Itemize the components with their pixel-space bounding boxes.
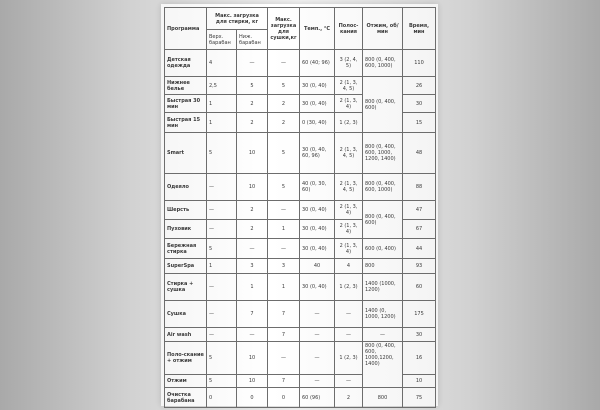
bottom-drum-load: —: [237, 328, 268, 342]
top-drum-load: —: [207, 220, 237, 239]
duration: 44: [403, 239, 436, 259]
spin-speed: 800 (0, 400, 600): [363, 201, 403, 239]
bottom-drum-load: 3: [237, 259, 268, 274]
spin-speed: 800 (0, 400, 600, 1000,1200, 1400): [363, 342, 403, 388]
top-drum-load: —: [207, 301, 237, 328]
rinse-count: 2 (1, 3, 4): [335, 239, 363, 259]
program-name: Стирка + сушка: [165, 274, 207, 301]
dry-load: —: [268, 50, 300, 77]
document-page: [161, 4, 438, 406]
dry-load: 1: [268, 220, 300, 239]
rinse-count: 1 (2, 3): [335, 342, 363, 375]
duration: 60: [403, 274, 436, 301]
header-max-dry: Макс. загрузка для сушки,кг: [268, 8, 300, 50]
temperature: 40: [300, 259, 335, 274]
duration: 16: [403, 342, 436, 375]
temperature: 30 (0, 40): [300, 220, 335, 239]
bottom-drum-load: 2: [237, 113, 268, 133]
spin-speed: 600 (0, 400): [363, 239, 403, 259]
table-row: [165, 201, 436, 220]
table-row: [165, 50, 436, 77]
program-name: Пуховик: [165, 220, 207, 239]
table-row: [165, 174, 436, 201]
top-drum-load: —: [207, 274, 237, 301]
table-row: [165, 274, 436, 301]
top-drum-load: 1: [207, 95, 237, 113]
program-name: Отжим: [165, 375, 207, 388]
dry-load: 5: [268, 77, 300, 95]
temperature: 0 (30, 40): [300, 113, 335, 133]
rinse-count: 2 (1, 3, 4, 5): [335, 133, 363, 174]
rinse-count: 2: [335, 388, 363, 408]
top-drum-load: 1: [207, 113, 237, 133]
duration: 48: [403, 133, 436, 174]
table-row: [165, 77, 436, 95]
program-name: Сушка: [165, 301, 207, 328]
dry-load: 1: [268, 274, 300, 301]
temperature: 30 (0, 40): [300, 77, 335, 95]
spin-speed: 1400 (0, 1000, 1200): [363, 301, 403, 328]
bottom-drum-load: 2: [237, 201, 268, 220]
rinse-count: 2 (1, 3, 4): [335, 95, 363, 113]
temperature: 30 (0, 40): [300, 201, 335, 220]
top-drum-load: 5: [207, 133, 237, 174]
duration: 175: [403, 301, 436, 328]
dry-load: 2: [268, 113, 300, 133]
duration: 26: [403, 77, 436, 95]
table-row: [165, 342, 436, 375]
program-name: Быстрая 30 мин: [165, 95, 207, 113]
temperature: 30 (0, 40, 60, 96): [300, 133, 335, 174]
bottom-drum-load: 2: [237, 95, 268, 113]
dry-load: 7: [268, 301, 300, 328]
header-max-wash: Макс. загрузка для стирки, кг: [207, 8, 268, 30]
header-temp: Темп., °С: [300, 8, 335, 50]
top-drum-load: 0: [207, 388, 237, 408]
bottom-drum-load: 2: [237, 220, 268, 239]
program-name: SuperSpa: [165, 259, 207, 274]
table-row: [165, 388, 436, 408]
duration: 88: [403, 174, 436, 201]
dry-load: —: [268, 201, 300, 220]
temperature: —: [300, 301, 335, 328]
top-drum-load: —: [207, 174, 237, 201]
program-name: Шерсть: [165, 201, 207, 220]
rinse-count: 1 (2, 3): [335, 274, 363, 301]
header-program: Программа: [165, 8, 207, 50]
temperature: —: [300, 328, 335, 342]
program-name: Smart: [165, 133, 207, 174]
rinse-count: —: [335, 375, 363, 388]
bottom-drum-load: 10: [237, 375, 268, 388]
table-row: [165, 133, 436, 174]
spin-speed: 800 (0, 400, 600, 1000, 1200, 1400): [363, 133, 403, 174]
spin-speed: 800: [363, 388, 403, 408]
duration: 30: [403, 95, 436, 113]
header-spin: Отжим, об/мин: [363, 8, 403, 50]
dry-load: 5: [268, 174, 300, 201]
header-time: Время, мин: [403, 8, 436, 50]
program-name: Одеяло: [165, 174, 207, 201]
dry-load: —: [268, 239, 300, 259]
top-drum-load: —: [207, 201, 237, 220]
program-name: Поло-скание + отжим: [165, 342, 207, 375]
rinse-count: 2 (1, 3, 4, 5): [335, 77, 363, 95]
header-bottom-drum: Ниж. барабан: [237, 30, 268, 50]
bottom-drum-load: 5: [237, 77, 268, 95]
bottom-drum-load: 1: [237, 274, 268, 301]
spin-speed: 1400 (1000, 1200): [363, 274, 403, 301]
top-drum-load: 5: [207, 375, 237, 388]
dry-load: 0: [268, 388, 300, 408]
spin-speed: —: [363, 328, 403, 342]
spin-speed: 800 (0, 400, 600, 1000): [363, 174, 403, 201]
header-top-drum: Верх. барабан: [207, 30, 237, 50]
program-name: Детская одежда: [165, 50, 207, 77]
bottom-drum-load: —: [237, 239, 268, 259]
duration: 30: [403, 328, 436, 342]
spin-speed: 800: [363, 259, 403, 274]
rinse-count: 3 (2, 4, 5): [335, 50, 363, 77]
dry-load: 2: [268, 95, 300, 113]
temperature: 60 (40; 96): [300, 50, 335, 77]
table-row: [165, 328, 436, 342]
header-rinse: Полос-кания: [335, 8, 363, 50]
bottom-drum-load: 10: [237, 133, 268, 174]
dry-load: 7: [268, 328, 300, 342]
spin-speed: 800 (0, 400, 600): [363, 77, 403, 133]
top-drum-load: —: [207, 328, 237, 342]
duration: 47: [403, 201, 436, 220]
table-row: [165, 259, 436, 274]
table-row: [165, 239, 436, 259]
temperature: 30 (0, 40): [300, 274, 335, 301]
top-drum-load: 2,5: [207, 77, 237, 95]
rinse-count: —: [335, 328, 363, 342]
temperature: 30 (0, 40): [300, 239, 335, 259]
duration: 15: [403, 113, 436, 133]
temperature: 40 (0, 30, 60): [300, 174, 335, 201]
rinse-count: 1 (2, 3): [335, 113, 363, 133]
duration: 10: [403, 375, 436, 388]
temperature: 30 (0, 40): [300, 95, 335, 113]
rinse-count: 2 (1, 3, 4): [335, 201, 363, 220]
dry-load: 7: [268, 375, 300, 388]
spin-speed: 800 (0, 400, 600, 1000): [363, 50, 403, 77]
bottom-drum-load: 10: [237, 342, 268, 375]
top-drum-load: 5: [207, 342, 237, 375]
duration: 75: [403, 388, 436, 408]
rinse-count: —: [335, 301, 363, 328]
rinse-count: 2 (1, 3, 4, 5): [335, 174, 363, 201]
dry-load: 5: [268, 133, 300, 174]
top-drum-load: 5: [207, 239, 237, 259]
bottom-drum-load: 7: [237, 301, 268, 328]
temperature: 60 (96): [300, 388, 335, 408]
dry-load: —: [268, 342, 300, 375]
duration: 67: [403, 220, 436, 239]
dry-load: 3: [268, 259, 300, 274]
duration: 110: [403, 50, 436, 77]
bottom-drum-load: —: [237, 50, 268, 77]
rinse-count: 2 (1, 3, 4): [335, 220, 363, 239]
bottom-drum-load: 10: [237, 174, 268, 201]
table-row: [165, 301, 436, 328]
program-name: Очистка барабана: [165, 388, 207, 408]
program-name: Нижнее белье: [165, 77, 207, 95]
duration: 93: [403, 259, 436, 274]
rinse-count: 4: [335, 259, 363, 274]
temperature: —: [300, 375, 335, 388]
temperature: —: [300, 342, 335, 375]
program-name: Air wash: [165, 328, 207, 342]
top-drum-load: 4: [207, 50, 237, 77]
bottom-drum-load: 0: [237, 388, 268, 408]
program-name: Быстрая 15 мин: [165, 113, 207, 133]
program-name: Бережная стирка: [165, 239, 207, 259]
program-table: [164, 7, 436, 408]
top-drum-load: 1: [207, 259, 237, 274]
